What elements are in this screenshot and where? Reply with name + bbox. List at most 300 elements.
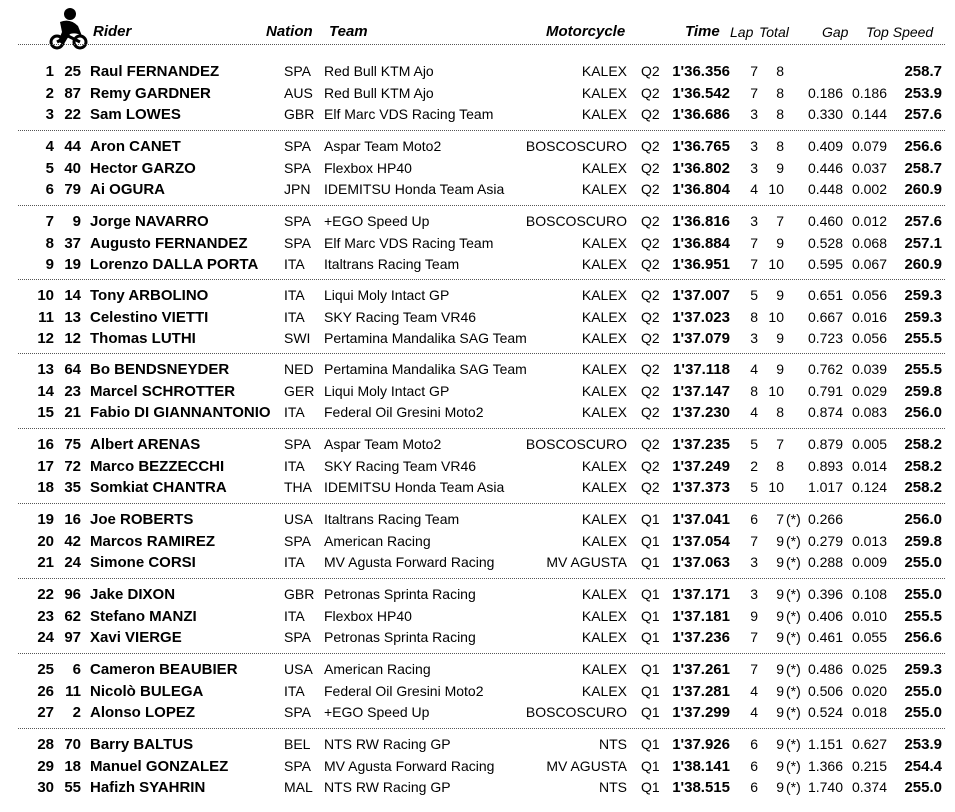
cell-time: 1'37.171 <box>672 586 730 603</box>
cell-sess: Q2 <box>641 63 660 79</box>
cell-name: Somkiat CHANTRA <box>90 479 227 496</box>
cell-speed: 259.3 <box>904 287 942 304</box>
cell-team: NTS RW Racing GP <box>324 736 451 752</box>
cell-gap: 1.017 <box>807 479 843 495</box>
cell-pos: 29 <box>37 757 54 775</box>
cell-lap: 9 <box>750 607 758 624</box>
cell-num: 21 <box>64 404 81 421</box>
cell-time: 1'36.686 <box>672 106 730 123</box>
group-divider <box>18 130 945 131</box>
cell-pos: 15 <box>37 404 54 421</box>
cell-gap: 0.186 <box>807 84 843 101</box>
cell-moto: KALEX <box>581 511 627 527</box>
cell-moto: KALEX <box>581 479 627 495</box>
cell-total: 9 <box>776 287 784 303</box>
cell-name: Marcos RAMIREZ <box>90 532 216 550</box>
cell-time: 1'37.261 <box>672 661 730 678</box>
cell-nation: ITA <box>284 256 305 272</box>
cell-star: (*) <box>786 607 801 624</box>
cell-diff: 0.010 <box>851 607 887 624</box>
cell-speed: 255.0 <box>904 554 942 571</box>
cell-nation: ITA <box>284 308 305 325</box>
cell-sess: Q2 <box>641 404 660 420</box>
table-row <box>0 681 955 702</box>
cell-num: 70 <box>64 736 81 753</box>
cell-moto: MV AGUSTA <box>546 757 627 774</box>
cell-star: (*) <box>786 629 801 645</box>
cell-nation: THA <box>284 479 312 495</box>
table-row <box>0 359 955 380</box>
cell-pos: 7 <box>45 213 54 230</box>
cell-team: Flexbox HP40 <box>324 159 412 176</box>
table-row <box>0 531 955 552</box>
cell-moto: BOSCOSCURO <box>525 704 627 720</box>
cell-gap: 0.266 <box>807 511 843 527</box>
cell-moto: KALEX <box>581 181 627 197</box>
cell-diff: 0.016 <box>851 308 887 325</box>
cell-speed: 259.8 <box>904 532 942 550</box>
cell-total: 8 <box>776 106 784 122</box>
cell-pos: 24 <box>37 629 54 646</box>
cell-lap: 6 <box>750 511 758 527</box>
cell-speed: 260.9 <box>904 181 942 198</box>
cell-name: Sam LOWES <box>90 106 181 123</box>
cell-moto: BOSCOSCURO <box>525 213 627 229</box>
cell-gap: 0.528 <box>807 234 843 251</box>
cell-lap: 3 <box>750 159 758 176</box>
table-row <box>0 285 955 306</box>
cell-nation: ITA <box>284 457 305 474</box>
group-divider <box>18 353 945 354</box>
cell-lap: 7 <box>750 234 758 251</box>
cell-speed: 259.8 <box>904 382 942 400</box>
cell-time: 1'37.023 <box>672 308 730 326</box>
cell-team: SKY Racing Team VR46 <box>324 308 477 325</box>
cell-pos: 9 <box>45 256 54 273</box>
cell-name: Thomas LUTHI <box>90 330 196 347</box>
cell-nation: SPA <box>284 532 311 549</box>
cell-pos: 10 <box>37 287 54 304</box>
cell-nation: SPA <box>284 757 311 774</box>
cell-sess: Q2 <box>641 382 660 399</box>
cell-num: 24 <box>64 554 81 571</box>
cell-diff: 0.186 <box>851 84 887 101</box>
cell-time: 1'36.816 <box>672 213 730 230</box>
cell-num: 55 <box>64 779 81 796</box>
cell-total: 9 <box>776 629 784 645</box>
cell-moto: KALEX <box>581 457 627 474</box>
header-lap: Lap <box>730 24 754 40</box>
cell-time: 1'37.063 <box>672 554 730 571</box>
cell-name: Jake DIXON <box>90 586 176 603</box>
cell-lap: 4 <box>750 181 758 197</box>
cell-lap: 7 <box>750 629 758 645</box>
group-divider <box>18 279 945 280</box>
cell-num: 19 <box>64 256 81 273</box>
group-divider <box>18 205 945 206</box>
cell-star: (*) <box>786 511 801 527</box>
cell-pos: 2 <box>45 84 54 102</box>
cell-diff: 0.020 <box>851 682 887 699</box>
cell-nation: SPA <box>284 138 311 154</box>
cell-moto: KALEX <box>581 159 627 176</box>
cell-sess: Q1 <box>641 704 660 720</box>
table-row <box>0 584 955 605</box>
cell-nation: MAL <box>284 779 313 795</box>
cell-pos: 3 <box>45 106 54 123</box>
cell-gap: 0.446 <box>807 159 843 176</box>
cell-nation: SPA <box>284 159 311 176</box>
cell-sess: Q1 <box>641 607 660 624</box>
cell-nation: GER <box>284 382 315 399</box>
cell-pos: 5 <box>45 159 54 177</box>
cell-name: Lorenzo DALLA PORTA <box>90 256 259 273</box>
cell-name: Stefano MANZI <box>90 607 197 625</box>
cell-time: 1'37.230 <box>672 404 730 421</box>
cell-name: Xavi VIERGE <box>90 629 182 646</box>
cell-lap: 7 <box>750 256 758 272</box>
cell-pos: 13 <box>37 361 54 378</box>
group-divider <box>18 728 945 729</box>
cell-diff: 0.029 <box>851 382 887 399</box>
cell-lap: 6 <box>750 757 758 774</box>
cell-star: (*) <box>786 779 801 795</box>
cell-pos: 4 <box>45 138 54 155</box>
cell-pos: 23 <box>37 607 54 625</box>
cell-moto: KALEX <box>581 256 627 272</box>
cell-team: Aspar Team Moto2 <box>324 436 442 452</box>
cell-total: 8 <box>776 457 784 474</box>
cell-sess: Q1 <box>641 661 660 677</box>
cell-team: Flexbox HP40 <box>324 607 412 624</box>
cell-diff: 0.039 <box>851 361 887 377</box>
cell-team: +EGO Speed Up <box>324 213 430 229</box>
cell-team: Pertamina Mandalika SAG Team <box>324 361 527 377</box>
table-row <box>0 477 955 498</box>
cell-team: Red Bull KTM Ajo <box>324 63 434 79</box>
cell-total: 9 <box>776 757 784 774</box>
cell-diff: 0.108 <box>851 586 887 602</box>
cell-moto: NTS <box>599 736 627 752</box>
cell-name: Nicolò BULEGA <box>90 682 204 700</box>
header-team: Team <box>329 23 368 40</box>
cell-star: (*) <box>786 661 801 677</box>
cell-speed: 256.0 <box>904 404 942 421</box>
cell-nation: BEL <box>284 736 311 752</box>
cell-diff: 0.079 <box>851 138 887 154</box>
cell-star: (*) <box>786 757 801 774</box>
cell-time: 1'37.118 <box>673 361 730 378</box>
cell-speed: 255.0 <box>904 704 942 721</box>
cell-sess: Q2 <box>641 159 660 176</box>
table-row <box>0 158 955 179</box>
cell-name: Barry BALTUS <box>90 736 194 753</box>
cell-num: 62 <box>64 607 81 625</box>
cell-num: 11 <box>65 682 81 700</box>
cell-time: 1'37.299 <box>672 704 730 721</box>
cell-lap: 7 <box>750 532 758 549</box>
cell-total: 10 <box>768 256 784 272</box>
cell-nation: NED <box>284 361 314 377</box>
cell-name: Albert ARENAS <box>90 436 201 453</box>
cell-nation: JPN <box>284 181 311 197</box>
cell-diff: 0.083 <box>851 404 887 420</box>
cell-lap: 4 <box>750 404 758 420</box>
cell-diff: 0.013 <box>851 532 887 549</box>
cell-diff: 0.144 <box>851 106 887 122</box>
cell-sess: Q2 <box>641 84 660 101</box>
cell-sess: Q2 <box>641 479 660 495</box>
cell-team: American Racing <box>324 532 431 549</box>
cell-gap: 0.460 <box>807 213 843 229</box>
cell-name: Augusto FERNANDEZ <box>90 234 248 252</box>
cell-total: 9 <box>776 704 784 720</box>
cell-diff: 0.124 <box>851 479 887 495</box>
cell-total: 10 <box>768 382 784 399</box>
cell-moto: KALEX <box>581 106 627 122</box>
cell-lap: 5 <box>750 287 758 303</box>
header-top-speed: Top Speed <box>866 24 934 40</box>
cell-time: 1'37.054 <box>672 532 730 550</box>
cell-gap: 0.396 <box>807 586 843 602</box>
table-row <box>0 756 955 777</box>
cell-pos: 16 <box>37 436 54 453</box>
cell-team: Petronas Sprinta Racing <box>324 586 476 602</box>
cell-nation: SPA <box>284 436 311 452</box>
cell-diff: 0.025 <box>851 661 887 677</box>
cell-speed: 256.6 <box>904 138 942 155</box>
table-row <box>0 381 955 402</box>
table-row <box>0 606 955 627</box>
cell-name: Alonso LOPEZ <box>90 704 195 721</box>
cell-num: 35 <box>64 479 81 496</box>
cell-nation: GBR <box>284 106 315 122</box>
cell-sess: Q1 <box>641 511 660 527</box>
table-row <box>0 552 955 573</box>
cell-nation: ITA <box>284 404 305 420</box>
cell-pos: 1 <box>45 63 54 80</box>
cell-lap: 6 <box>750 736 758 752</box>
cell-moto: KALEX <box>581 361 627 377</box>
cell-sess: Q1 <box>641 779 660 795</box>
cell-total: 8 <box>776 138 784 154</box>
cell-speed: 253.9 <box>904 736 942 753</box>
cell-diff: 0.374 <box>851 779 887 795</box>
cell-nation: SWI <box>284 330 311 346</box>
cell-name: Hafizh SYAHRIN <box>90 779 206 796</box>
cell-num: 18 <box>64 757 81 775</box>
cell-pos: 22 <box>37 586 54 603</box>
cell-speed: 254.4 <box>904 757 942 775</box>
header-rider: Rider <box>93 23 132 40</box>
cell-moto: KALEX <box>581 404 627 420</box>
table-row <box>0 211 955 232</box>
cell-sess: Q2 <box>641 308 660 325</box>
cell-diff: 0.012 <box>851 213 887 229</box>
cell-total: 9 <box>776 554 784 570</box>
cell-num: 37 <box>64 234 81 252</box>
table-row <box>0 434 955 455</box>
cell-time: 1'37.235 <box>672 436 730 453</box>
header-time: Time <box>685 23 720 40</box>
cell-num: 6 <box>72 661 81 678</box>
cell-lap: 2 <box>750 457 758 474</box>
cell-diff: 0.009 <box>851 554 887 570</box>
cell-gap: 0.461 <box>807 629 843 645</box>
cell-num: 72 <box>64 457 81 475</box>
cell-moto: BOSCOSCURO <box>525 436 627 452</box>
cell-pos: 27 <box>37 704 54 721</box>
cell-team: MV Agusta Forward Racing <box>324 757 495 774</box>
cell-lap: 8 <box>750 382 758 399</box>
cell-moto: KALEX <box>581 661 627 677</box>
table-row <box>0 61 955 82</box>
cell-num: 16 <box>64 511 81 528</box>
cell-team: Federal Oil Gresini Moto2 <box>324 404 484 420</box>
cell-pos: 8 <box>45 234 54 252</box>
cell-diff: 0.056 <box>851 287 887 303</box>
cell-sess: Q2 <box>641 457 660 474</box>
table-row <box>0 702 955 723</box>
cell-team: Federal Oil Gresini Moto2 <box>324 682 484 699</box>
cell-sess: Q2 <box>641 213 660 229</box>
cell-num: 25 <box>64 63 81 80</box>
table-row <box>0 233 955 254</box>
cell-time: 1'36.884 <box>672 234 730 252</box>
cell-star: (*) <box>786 704 801 720</box>
cell-nation: ITA <box>284 607 305 624</box>
cell-team: IDEMITSU Honda Team Asia <box>324 479 505 495</box>
cell-pos: 26 <box>37 682 54 700</box>
cell-team: American Racing <box>324 661 431 677</box>
cell-pos: 18 <box>37 479 54 496</box>
cell-name: Jorge NAVARRO <box>90 213 209 230</box>
cell-lap: 7 <box>750 661 758 677</box>
cell-lap: 4 <box>750 704 758 720</box>
cell-sess: Q2 <box>641 234 660 251</box>
cell-speed: 258.2 <box>904 436 942 453</box>
cell-name: Simone CORSI <box>90 554 196 571</box>
cell-total: 9 <box>776 361 784 377</box>
cell-lap: 7 <box>750 84 758 101</box>
cell-nation: SPA <box>284 704 311 720</box>
cell-star: (*) <box>786 586 801 602</box>
cell-team: Italtrans Racing Team <box>324 256 460 272</box>
cell-moto: KALEX <box>581 382 627 399</box>
table-row <box>0 254 955 275</box>
header-divider <box>18 44 945 45</box>
cell-pos: 25 <box>37 661 54 678</box>
cell-nation: SPA <box>284 234 311 251</box>
cell-time: 1'37.249 <box>672 457 730 475</box>
cell-gap: 0.667 <box>807 308 843 325</box>
cell-total: 10 <box>768 308 784 325</box>
cell-team: IDEMITSU Honda Team Asia <box>324 181 505 197</box>
cell-pos: 14 <box>37 382 54 400</box>
table-row <box>0 136 955 157</box>
cell-lap: 3 <box>750 330 758 346</box>
cell-team: Red Bull KTM Ajo <box>324 84 434 101</box>
cell-star: (*) <box>786 682 801 699</box>
cell-lap: 4 <box>750 361 758 377</box>
cell-total: 9 <box>776 330 784 346</box>
cell-gap: 0.506 <box>807 682 843 699</box>
cell-lap: 3 <box>750 213 758 229</box>
cell-team: NTS RW Racing GP <box>324 779 451 795</box>
cell-time: 1'37.041 <box>672 511 730 528</box>
cell-lap: 6 <box>750 779 758 795</box>
cell-total: 8 <box>776 84 784 101</box>
cell-moto: KALEX <box>581 629 627 645</box>
cell-speed: 258.2 <box>904 479 942 496</box>
cell-sess: Q1 <box>641 629 660 645</box>
cell-sess: Q2 <box>641 181 660 197</box>
cell-name: Fabio DI GIANNANTONIO <box>90 404 271 421</box>
cell-moto: KALEX <box>581 234 627 251</box>
cell-time: 1'37.373 <box>672 479 730 496</box>
cell-nation: AUS <box>284 84 313 101</box>
cell-time: 1'36.765 <box>672 138 730 155</box>
cell-lap: 3 <box>750 106 758 122</box>
table-row <box>0 627 955 648</box>
cell-name: Marco BEZZECCHI <box>90 457 225 475</box>
cell-time: 1'36.356 <box>672 63 730 80</box>
cell-moto: KALEX <box>581 607 627 624</box>
cell-speed: 257.6 <box>904 213 942 230</box>
cell-name: Bo BENDSNEYDER <box>90 361 230 378</box>
cell-speed: 258.2 <box>904 457 942 475</box>
cell-sess: Q2 <box>641 256 660 272</box>
cell-diff: 0.068 <box>851 234 887 251</box>
cell-diff: 0.215 <box>851 757 887 774</box>
cell-team: SKY Racing Team VR46 <box>324 457 477 474</box>
cell-total: 7 <box>776 436 784 452</box>
cell-nation: SPA <box>284 629 311 645</box>
cell-lap: 4 <box>750 682 758 699</box>
cell-gap: 0.879 <box>807 436 843 452</box>
cell-moto: KALEX <box>581 682 627 699</box>
table-row <box>0 83 955 104</box>
cell-time: 1'36.542 <box>672 84 730 102</box>
cell-gap: 0.406 <box>807 607 843 624</box>
cell-moto: KALEX <box>581 330 627 346</box>
cell-sess: Q1 <box>641 736 660 752</box>
cell-time: 1'37.926 <box>672 736 730 753</box>
cell-gap: 0.288 <box>807 554 843 570</box>
cell-time: 1'36.802 <box>672 159 730 177</box>
cell-num: 13 <box>64 308 81 326</box>
cell-total: 9 <box>776 234 784 251</box>
cell-speed: 256.0 <box>904 511 942 528</box>
cell-team: +EGO Speed Up <box>324 704 430 720</box>
cell-speed: 255.0 <box>904 586 942 603</box>
cell-moto: MV AGUSTA <box>546 554 627 570</box>
cell-name: Tony ARBOLINO <box>90 287 209 304</box>
cell-num: 96 <box>64 586 81 603</box>
cell-team: Elf Marc VDS Racing Team <box>324 106 494 122</box>
table-row <box>0 179 955 200</box>
group-divider <box>18 503 945 504</box>
cell-team: Liqui Moly Intact GP <box>324 382 450 399</box>
cell-gap: 0.524 <box>807 704 843 720</box>
cell-time: 1'37.236 <box>672 629 730 646</box>
cell-diff: 0.018 <box>851 704 887 720</box>
cell-sess: Q1 <box>641 532 660 549</box>
cell-num: 75 <box>64 436 81 453</box>
cell-name: Hector GARZO <box>90 159 196 177</box>
cell-speed: 259.3 <box>904 308 942 326</box>
header-nation: Nation <box>266 23 313 40</box>
